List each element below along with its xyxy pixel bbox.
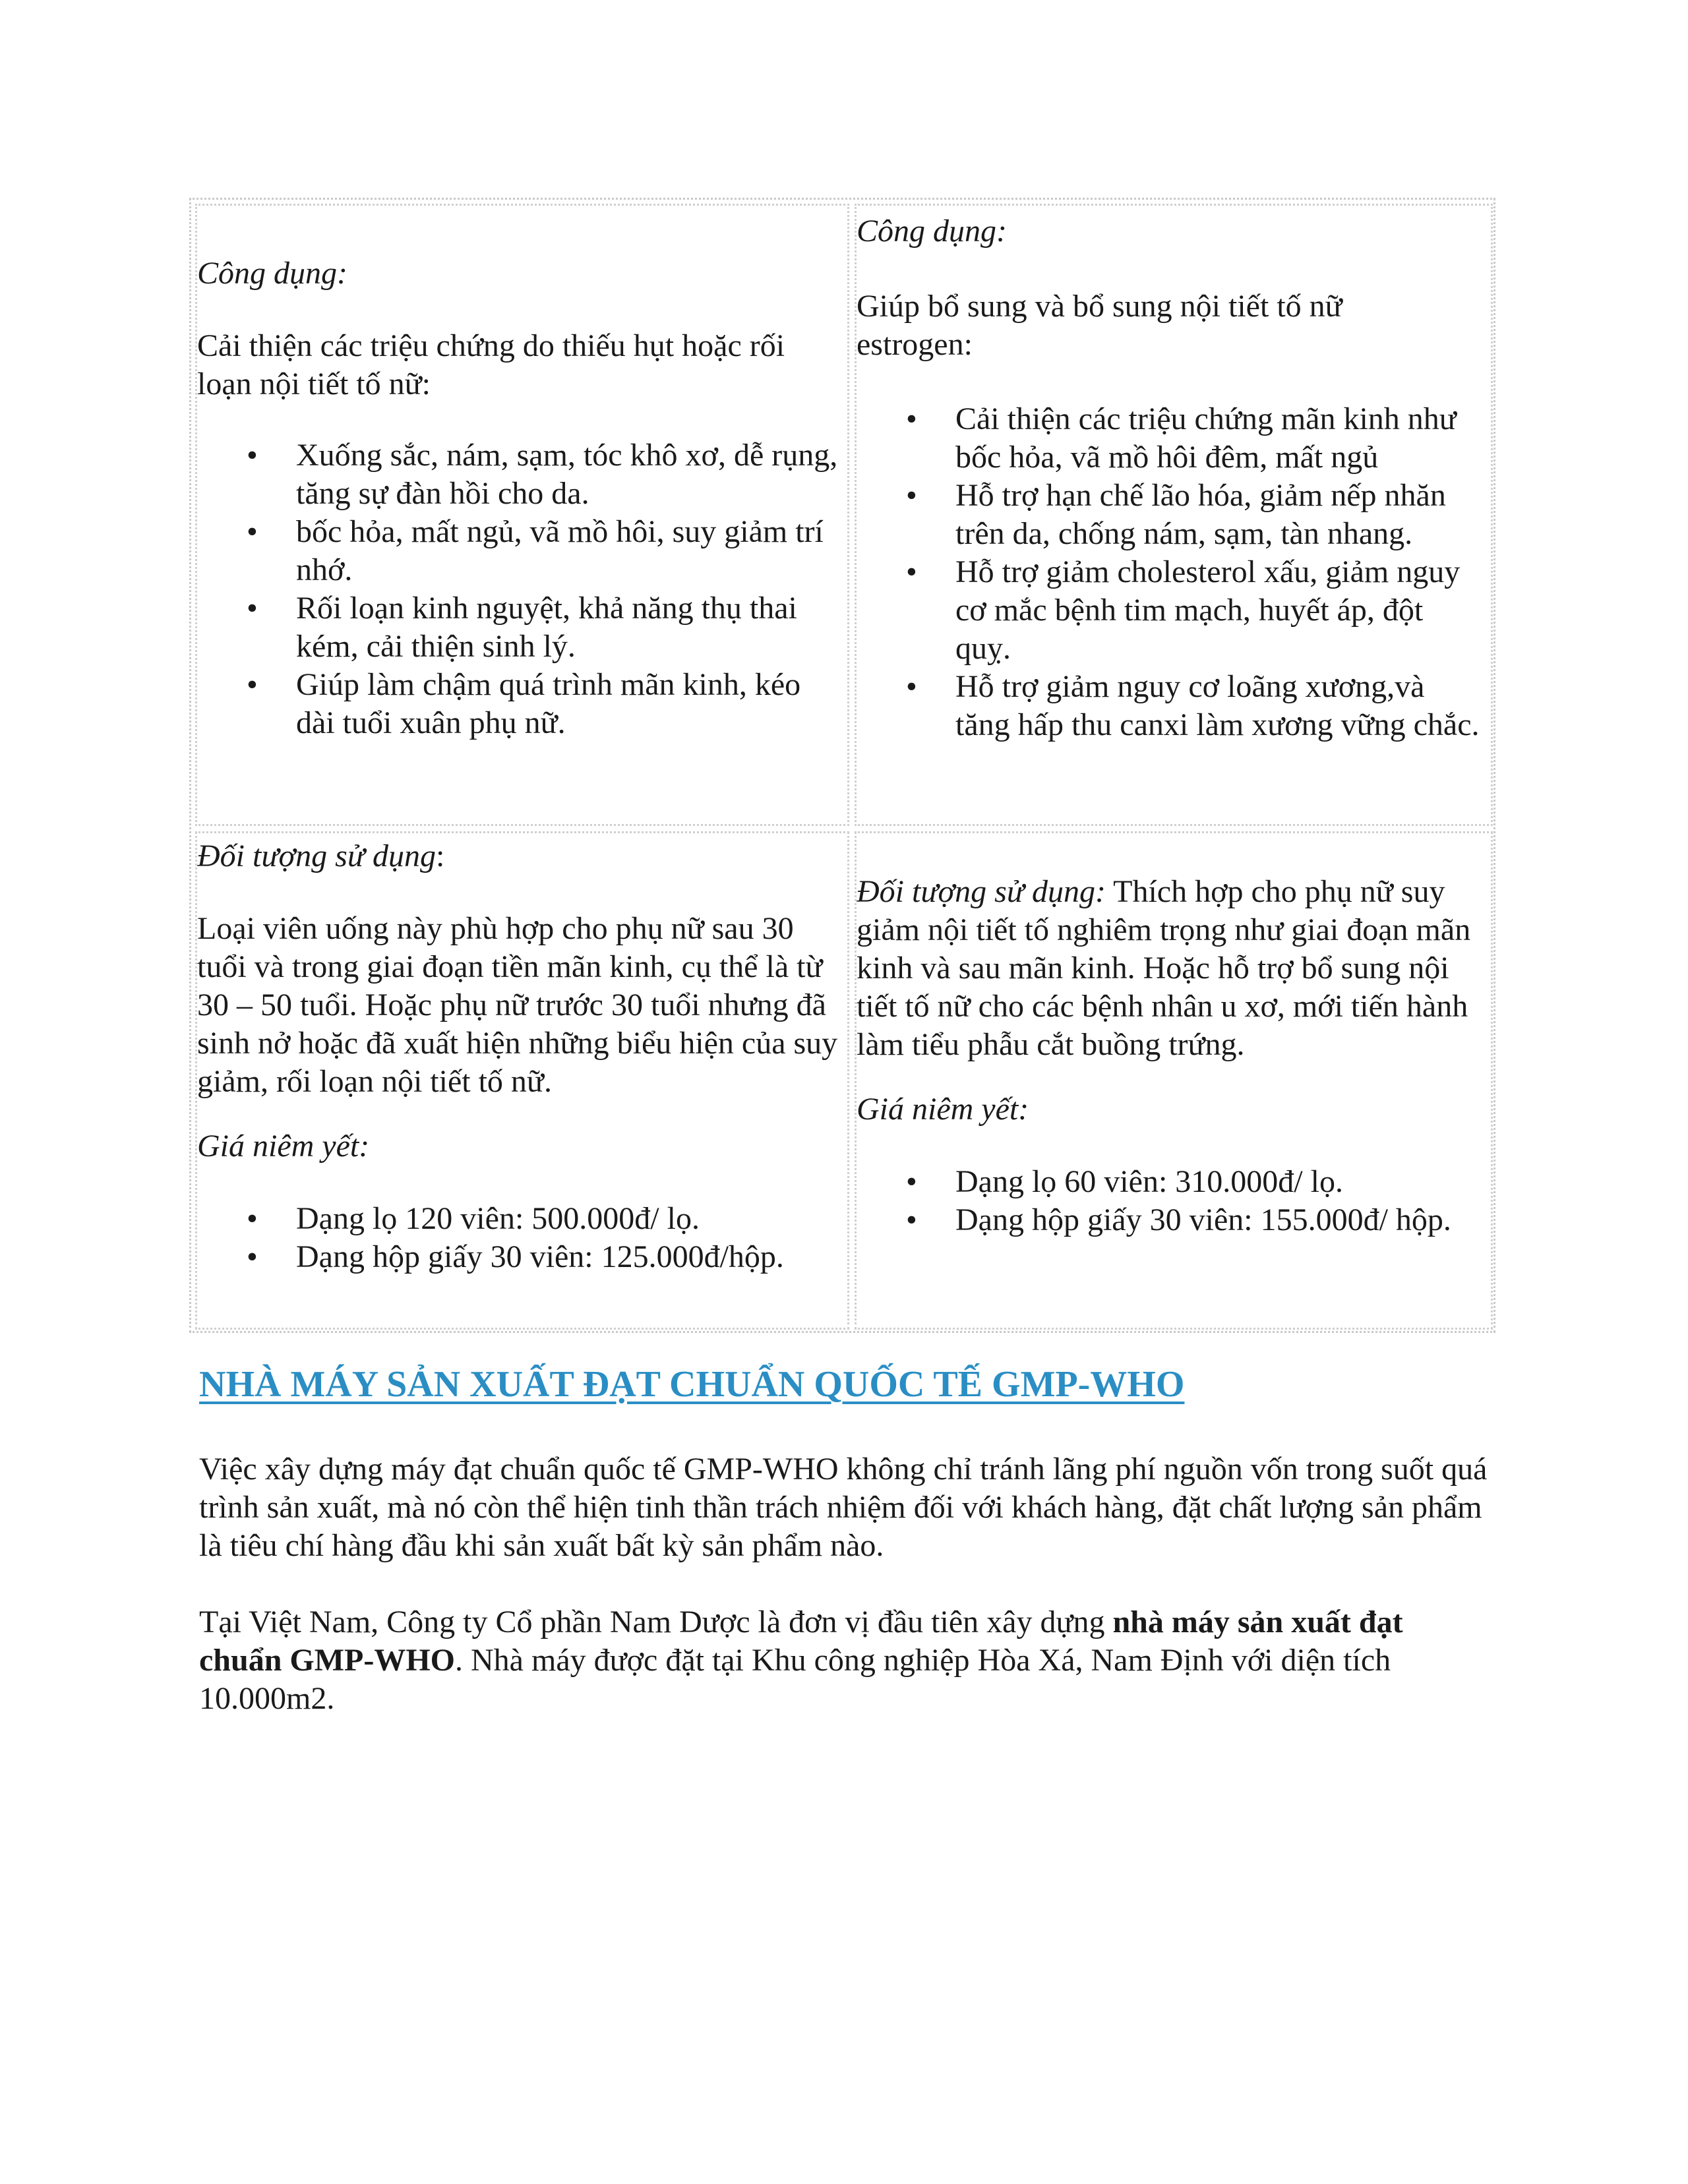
bullet-icon: •	[906, 669, 917, 704]
bullet-icon: •	[247, 514, 258, 549]
uses-intro: Cải thiện các triệu chứng do thiếu hụt hoặc rối loạn nội tiết tố nữ:	[197, 328, 785, 401]
bullet-icon: •	[906, 1202, 917, 1237]
bullet-icon: •	[247, 591, 258, 626]
bullet-icon: •	[247, 667, 258, 702]
bullet-icon: •	[906, 478, 917, 513]
paragraph-gmp-intro: Việc xây dựng máy đạt chuẩn quốc tế GMP-WHO không chỉ tránh lãng phí nguồn vốn trong suốt quá trình sản xuất, mà nó còn thể hiện tinh thần trách nhiệm đối với khách hàng, đặt chất lượng sản phẩm là tiêu chí hàng đầu khi sản xuất bất kỳ sản phẩm nào.	[199, 1452, 1488, 1563]
list-item: • Hỗ trợ giảm nguy cơ loãng xương,và tăng hấp thu canxi làm xương vững chắc.	[906, 669, 1480, 742]
uses-bullet-list	[197, 436, 840, 742]
bold-emphasis: nhà máy sản xuất đạt chuẩn GMP-WHO	[199, 1605, 1403, 1678]
bullet-icon: •	[247, 1201, 258, 1236]
price-label: Giá niêm yết:	[857, 1092, 1029, 1127]
bullet-icon: •	[906, 401, 917, 436]
uses-bullet-list	[857, 400, 1486, 744]
list-item: • Dạng hộp giấy 30 viên: 155.000đ/ hộp.	[857, 1201, 1486, 1239]
table-cell-right-target	[855, 831, 1493, 1330]
list-item: • bốc hỏa, mất ngủ, vã mồ hôi, suy giảm trí nhớ.	[247, 514, 824, 587]
target-description: Đối tượng sử dụng: Thích hợp cho phụ nữ suy giảm nội tiết tố nghiêm trọng như giai đoạn mãn kinh và sau mãn kinh. Hoặc hỗ trợ bổ sung nội tiết tố nữ cho các bệnh nhân u xơ, mới tiến hành làm tiểu phẫu cắt buồng trứng.	[857, 874, 1471, 1062]
table-cell-left-target	[195, 831, 849, 1330]
uses-label: Công dụng:	[197, 256, 347, 291]
paragraph-nam-duoc-factory: Tại Việt Nam, Công ty Cổ phần Nam Dược là đơn vị đầu tiên xây dựng nhà máy sản xuất đạt chuẩn GMP-WHO. Nhà máy được đặt tại Khu công nghiệp Hòa Xá, Nam Định với diện tích 10.000m2.	[199, 1605, 1403, 1716]
list-item: • Rối loạn kinh nguyệt, khả năng thụ thai kém, cải thiện sinh lý.	[247, 591, 797, 664]
target-label: Đối tượng sử dụng:	[857, 874, 1106, 909]
list-item: • Hỗ trợ hạn chế lão hóa, giảm nếp nhăn trên da, chống nám, sạm, tàn nhang.	[906, 478, 1446, 551]
price-list	[857, 1163, 1486, 1239]
list-item: • Dạng lọ 120 viên: 500.000đ/ lọ.	[197, 1200, 840, 1238]
list-item: • Cải thiện các triệu chứng mãn kinh như bốc hỏa, vã mồ hôi đêm, mất ngủ	[906, 401, 1457, 475]
list-item: • Xuống sắc, nám, sạm, tóc khô xơ, dễ rụng, tăng sự đàn hồi cho da.	[247, 438, 838, 511]
uses-intro: Giúp bổ sung và bổ sung nội tiết tố nữ estrogen:	[857, 289, 1342, 362]
list-item: • Dạng hộp giấy 30 viên: 125.000đ/hộp.	[197, 1238, 840, 1276]
section-heading-link[interactable]: NHÀ MÁY SẢN XUẤT ĐẠT CHUẨN QUỐC TẾ GMP-WHO	[199, 1364, 1185, 1405]
uses-label: Công dụng:	[857, 214, 1007, 249]
product-comparison-table	[189, 198, 1495, 1333]
table-cell-left-uses	[195, 204, 849, 826]
price-list	[197, 1200, 840, 1276]
list-item: • Giúp làm chậm quá trình mãn kinh, kéo dài tuổi xuân phụ nữ.	[247, 667, 801, 740]
price-label: Giá niêm yết:	[197, 1129, 370, 1164]
table-cell-right-uses	[855, 204, 1493, 826]
bullet-icon: •	[247, 1239, 258, 1274]
bullet-icon: •	[247, 438, 258, 473]
target-label: Đối tượng sử dụng:	[197, 839, 445, 873]
target-description: Loại viên uống này phù hợp cho phụ nữ sau 30 tuổi và trong giai đoạn tiền mãn kinh, cụ thể là từ 30 – 50 tuổi. Hoặc phụ nữ trước 30 tuổi nhưng đã sinh nở hoặc đã xuất hiện những biểu hiện của suy giảm, rối loạn nội tiết tố nữ.	[197, 911, 838, 1099]
list-item: • Dạng lọ 60 viên: 310.000đ/ lọ.	[857, 1163, 1486, 1201]
list-item: • Hỗ trợ giảm cholesterol xấu, giảm nguy cơ mắc bệnh tim mạch, huyết áp, đột quỵ.	[906, 554, 1461, 666]
bullet-icon: •	[906, 554, 917, 589]
bullet-icon: •	[906, 1164, 917, 1199]
